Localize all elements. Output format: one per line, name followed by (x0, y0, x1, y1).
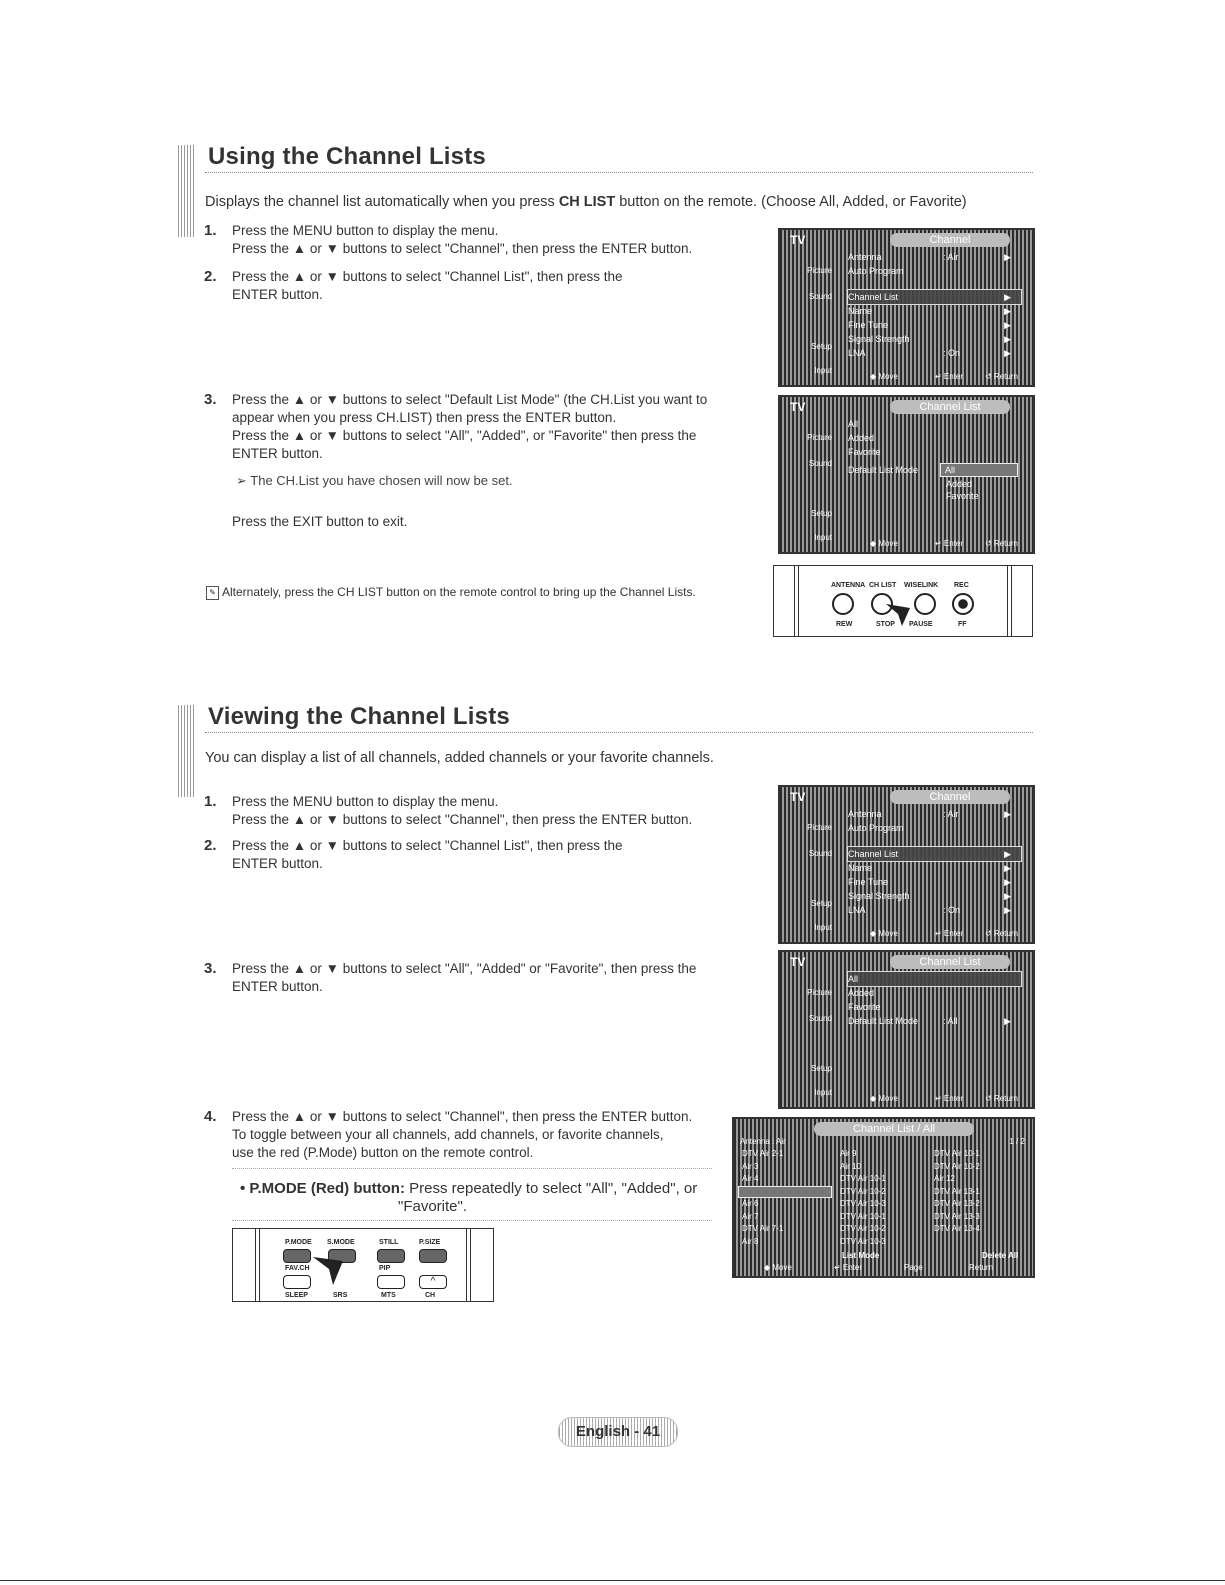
channel-cell: DTV Air 2-1 (742, 1149, 784, 1158)
channel-cell: DTV Air 7-1 (742, 1224, 784, 1233)
channel-cell: DTV Air 10-1 (934, 1149, 980, 1158)
pmode-rule-bottom (232, 1220, 712, 1221)
osd-row: Antenna : Air ▶ (848, 252, 1011, 262)
channel-cell: Air 8 (742, 1236, 759, 1246)
osd-footer: ◆ Move ↵ Enter ↺ Return (870, 372, 1018, 381)
osd-mode-option: Added (946, 479, 973, 489)
osd-row-selected: All (848, 972, 1021, 986)
osd-side-menu: Picture Sound Setup Input (807, 823, 832, 932)
osd-tv-label: TV (790, 233, 806, 247)
osd-mode-dropdown: All (940, 463, 1018, 477)
osd-row-default-mode: Default List Mode (848, 465, 919, 475)
channel-cell: DTV Air 13-3 (934, 1211, 980, 1221)
section-rule (205, 172, 1033, 173)
note-icon: ✎ (206, 586, 219, 600)
channel-cell: DTV Air 13-1 (934, 1186, 980, 1196)
pmode-note: • P.MODE (Red) button: Press repeatedly to select "All", "Added", or (240, 1180, 698, 1197)
step-2: 2. Press the ▲ or ▼ buttons to select "Channel List", then press the ENTER button. (204, 268, 623, 302)
osd-channel-list-menu: TV Channel List Picture Sound Setup Input All Added Favorite Default List Mode All Added Favorite ◆ Move ↵ Enter ↺ Return (778, 395, 1035, 554)
channel-cell: DTV Air 13-2 (934, 1199, 980, 1208)
osd-row: Fine Tune ▶ (848, 877, 1011, 887)
osd-row: Fine Tune ▶ (848, 320, 1011, 330)
step-2: 2. Press the ▲ or ▼ buttons to select "Channel List", then press the ENTER button. (204, 837, 623, 871)
osd-row: Name ▶ (848, 863, 1011, 873)
section-marker (178, 705, 196, 797)
osd-row: Added (848, 433, 875, 443)
pointing-hand-icon (311, 1251, 347, 1287)
osd-title: Channel (890, 790, 1010, 804)
channel-cell: DTV Air 10-3 (840, 1199, 886, 1208)
osd-row: Favorite (848, 447, 881, 457)
exit-instruction: Press the EXIT button to exit. (232, 514, 408, 529)
osd-row: Auto Program (848, 266, 904, 276)
osd-row: LNA : On ▶ (848, 905, 1011, 915)
channel-cell: DTV Air 13-4 (934, 1224, 980, 1233)
osd-footer: ◆ Move ↵ Enter ↺ Return (870, 1094, 1018, 1103)
channel-cell: DTV Air 10-2 (934, 1161, 980, 1171)
osd-row: Antenna : Air ▶ (848, 809, 1011, 819)
remote-image-pmode: P.MODE S.MODE STILL P.SIZE FAV.CH PIP ^ SLEEP SRS MTS CH (232, 1228, 494, 1302)
channel-cell: Air 9 (840, 1149, 857, 1158)
osd-channel-menu (778, 228, 1035, 387)
wiselink-button-icon (914, 593, 936, 615)
channel-cell: Air 7 (742, 1211, 759, 1221)
step-1: 1. Press the MENU button to display the menu. Press the ▲ or ▼ buttons to select "Channel", then press the ENTER button. (204, 222, 693, 256)
osd-mode-option: Favorite (946, 491, 979, 501)
page-bottom-rule (0, 1580, 1225, 1581)
antenna-button-icon (832, 593, 854, 615)
channel-cell: Air 3 (742, 1161, 759, 1171)
note-text: Alternately, press the CH LIST button on the remote control to bring up the Channel Lists. (222, 585, 696, 599)
channel-cell: DTV Air 10-2 (840, 1224, 886, 1233)
step-1: 1. Press the MENU button to display the menu. Press the ▲ or ▼ buttons to select "Channel", then press the ENTER button. (204, 793, 693, 827)
pip-button-icon (377, 1275, 405, 1289)
osd-channel-list-all: Channel List / All Antenna : Air 1 / 2 DTV Air 2-1 Air 3 Air 4 Air 6 Air 7 DTV Air 7-1 Air 8 Air 9 Air 10 DTV Air 10-1 DTV Air 10-2 DTV Air 10-3 DTV Air 10-1 DTV Air 10-2 DTV Air 10-3 DTV Air 10-1 DTV Air 10-2 Air 12 DTV Air 13-1 DTV Air 13-2 DTV Air 13-3 DTV Air 13-4 List Mode Delete All ◆ Move ↵ Enter Page Return (732, 1117, 1035, 1278)
osd-side-menu: Picture Sound Setup Input (807, 266, 832, 375)
step-3: 3. Press the ▲ or ▼ buttons to select "Default List Mode" (the CH.List you want to appear when you press CH.LIST) then press the ENTER button. Press the ▲ or ▼ buttons to select "All", "Added", or "Favorite" then press the ENTER button. (204, 391, 708, 461)
osd-row-default-mode: Default List Mode : All ▶ (848, 1016, 1011, 1026)
psize-button-icon (419, 1249, 447, 1263)
pmode-button-icon (283, 1249, 311, 1263)
favch-button-icon (283, 1275, 311, 1289)
list-mode-label: List Mode (842, 1251, 880, 1260)
osd-title: Channel List (890, 400, 1010, 414)
osd-side-menu: Picture Sound Setup Input (807, 988, 832, 1097)
ch-up-button-icon: ^ (419, 1275, 447, 1289)
osd-row: Added (848, 988, 875, 998)
channel-cell: Air 6 (742, 1199, 759, 1208)
osd-channel-menu: TV Channel Picture Sound Setup Input Antenna : Air ▶ Auto Program Channel List ▶ Name ▶ Fine Tune ▶ Signal Strength ▶ LNA : On ▶ ◆ Move ↵ Enter ↺ Return (778, 785, 1035, 944)
channel-cell: Air 12 (934, 1174, 955, 1183)
osd-row: All (848, 419, 859, 429)
osd-footer: ◆ Move ↵ Enter ↺ Return (870, 539, 1018, 548)
remote-image-ch-list: ANTENNA CH LIST WISELINK REC REW STOP PAUSE FF (773, 565, 1033, 637)
osd-channel-list-menu: TV Channel List Picture Sound Setup Input All Added Favorite Default List Mode : All ▶ ◆ Move ↵ Enter ↺ Return (778, 950, 1035, 1109)
pmode-rule-top (232, 1168, 712, 1169)
channel-cell: Air 4 (742, 1174, 759, 1183)
step-3: 3. Press the ▲ or ▼ buttons to select "All", "Added" or "Favorite", then press the ENTER button. (204, 960, 697, 994)
section-title: Using the Channel Lists (208, 143, 486, 170)
osd-row: LNA : On ▶ (848, 348, 1011, 358)
osd-row: Auto Program (848, 823, 904, 833)
osd-row: Favorite (848, 1002, 881, 1012)
section-rule (205, 732, 1033, 733)
osd-title: Channel List / All (814, 1122, 974, 1136)
osd-side-menu: Picture Sound Setup Input (807, 433, 832, 542)
selected-channel-cell (738, 1186, 832, 1198)
osd-footer: ◆ Move ↵ Enter ↺ Return (870, 929, 1018, 938)
section-marker (178, 145, 196, 237)
section-title: Viewing the Channel Lists (208, 703, 510, 730)
osd-row-selected: Channel List ▶ (848, 847, 1021, 861)
section-intro: You can display a list of all channels, added channels or your favorite channels. (205, 750, 714, 766)
osd-title: Channel List (890, 955, 1010, 969)
delete-all-label: Delete All (982, 1251, 1019, 1260)
step-4: 4. Press the ▲ or ▼ buttons to select "Channel", then press the ENTER button. To toggle between your all channels, add channels, or favorite channels, use the red (P.Mode) button on the remote control. (204, 1108, 693, 1160)
channel-cell: DTV Air 10-2 (840, 1186, 886, 1196)
page-number: English - 41 (558, 1417, 678, 1447)
channel-cell: DTV Air 10-1 (840, 1174, 886, 1183)
sub-note: ➢ The CH.List you have chosen will now be set. (236, 473, 513, 488)
channel-cell: DTV Air 10-1 (840, 1211, 886, 1221)
osd-title: Channel (890, 233, 1010, 247)
osd-footer: ◆ Move ↵ Enter Page Return (764, 1263, 994, 1272)
rec-button-icon (952, 593, 974, 615)
still-button-icon (377, 1249, 405, 1263)
section-intro: Displays the channel list automatically when you press CH LIST button on the remote. (Choose All, Added, or Favorite) (205, 194, 967, 210)
channel-cell: Air 10 (840, 1161, 861, 1171)
osd-row-selected: Channel List ▶ (848, 290, 1021, 304)
channel-cell: DTV Air 10-3 (840, 1236, 886, 1246)
osd-row: Name ▶ (848, 306, 1011, 316)
osd-row: Signal Strength ▶ (848, 891, 1011, 901)
pmode-note-cont: "Favorite". (398, 1198, 468, 1215)
osd-row: Signal Strength ▶ (848, 334, 1011, 344)
